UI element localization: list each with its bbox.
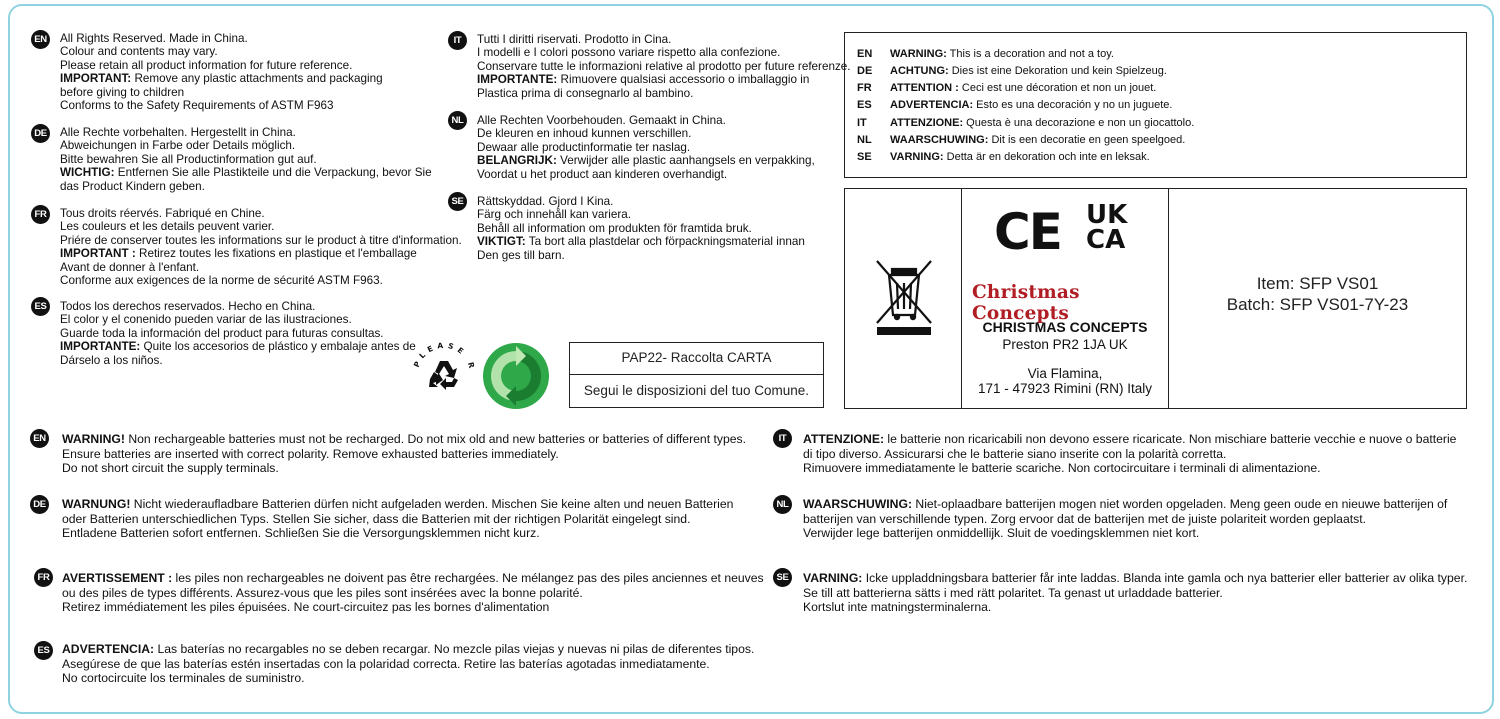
item-number: Item: SFP VS01 [1256,274,1379,293]
language-badge-es: ES [34,641,53,660]
paper-box-line-2: Segui le disposizioni del tuo Comune. [583,383,810,398]
batch-number: Batch: SFP VS01-7Y-23 [1226,295,1409,314]
item-cell [1169,189,1466,408]
certification-box [844,188,1467,409]
language-badge-se: SE [448,192,467,211]
language-badge-fr: FR [31,205,50,224]
product-info-text-it: Tutti I diritti riservati. Prodotto in Cina. I modelli e I colori possono variare rispetto alla confezione. Conservare tutte le informazioni relative al prodotto per future referenze. IMPORTANTE: Rimuovere qualsiasi accessorio o imballaggio in Plastica prima di consegnarlo al bambino. [477,33,851,100]
decoration-warning-de: DE ACHTUNG: Dies ist eine Dekoration und kein Spielzeug. [857,65,1167,77]
decoration-warning-fr: FR ATTENTION : Ceci est une décoration et non un jouet. [857,82,1157,94]
decoration-warning-box [844,32,1467,178]
company-name: CHRISTMAS CONCEPTS [982,319,1148,335]
decoration-warning-se: SE VARNING: Detta är en dekoration och inte en leksak. [857,151,1150,163]
battery-warning-text-nl: WAARSCHUWING: Niet-oplaadbare batterijen mogen niet worden opgeladen. Meng geen oude en nieuwe batterijen of batterijen van verschillende typen. Zorg ervoor dat de batterijen met de juiste polariteit worden geplaatst. Verwijder lege batterijen onmiddellijk. Sluit de voedingsklemmen niet kort. [803,497,1448,541]
green-dot-icon [482,342,550,410]
language-badge-it: IT [773,429,792,448]
ce-mark: CE [994,203,1061,261]
paper-box-divider [570,374,823,375]
company-cell [962,189,1169,408]
battery-warning-text-en: WARNING! Non rechargeable batteries must not be recharged. Do not mix old and new batteries or batteries of different types. Ensure batteries are inserted with correct polarity. Remove exhausted batteries immediately. Do not short circuit the supply terminals. [62,432,746,476]
battery-warning-text-it: ATTENZIONE: le batterie non ricaricabili non devono essere ricaricate. Non mischiare batterie vecchie e nuove o batterie di tipo diverso. Assicurarsi che le batterie siano inserite con la polarità corretta. Rimuovere immediatamente le batterie scariche. Non cortocircuitare i terminali di alimentazione. [803,432,1457,476]
language-badge-en: EN [31,30,50,49]
product-info-text-fr: Tous droits réervés. Fabriqué en Chine. Les couleurs et les details peuvent varier. Priére de conserver toutes les informations sur le product à titre d'information. IMPORTANT : Retirez toutes les fixations en plastique et l'emballage Avant de donner à l'enfant. Conforme aux exigences de la norme de sécurité ASTM F963. [60,207,462,288]
decoration-warning-nl: NL WAARSCHUWING: Dit is een decoratie en geen speelgoed. [857,134,1186,146]
weee-bin-icon [873,259,935,337]
svg-text:PLEASE RECYCLE: PLEASE R [411,340,478,374]
battery-warning-text-es: ADVERTENCIA: Las baterías no recargables no se deben recargar. No mezcle pilas viejas y nuevas ni pilas de diferentes tipos. Asegúrese de que las baterías estén insertadas con la polaridad correcta. Retire las baterías agotadas inmediatamente. No cortocircuite los terminales de suministro. [62,642,755,686]
christmas-concepts-logo: Christmas Concepts [972,282,1080,324]
product-info-text-se: Rättskyddad. Gjord I Kina. Färg och innehåll kan variera. Behåll all information om produkten för framtida bruk. VIKTIGT: Ta bort alla plastdelar och förpackningsmaterial innan Den ges till barn. [477,195,805,262]
battery-warning-text-se: VARNING: Icke uppladdningsbara batterier får inte laddas. Blanda inte gamla och nya batterier eller batterier av olika typer. Se till att batterierna sätts i med rätt polaritet. Ta genast ut urladdade batterier. Kortslut inte matningsterminalerna. [803,571,1468,615]
decoration-warning-en: EN WARNING: This is a decoration and not a toy. [857,48,1114,60]
language-badge-es: ES [31,297,50,316]
decoration-warning-it: IT ATTENZIONE: Questa è una decorazione e non un giocattolo. [857,117,1195,129]
paper-recycling-box [569,342,824,408]
company-it-city: 171 - 47923 Rimini (RN) Italy [977,381,1153,396]
product-info-text-en: All Rights Reserved. Made in China. Colour and contents may vary. Please retain all product information for future reference. IMPORTANT: Remove any plastic attachments and packaging before giving to children Conforms to the Safety Requirements of ASTM F963 [60,32,383,113]
decoration-warning-es: ES ADVERTENCIA: Esto es una decoración y no un juguete. [857,99,1173,111]
battery-warning-text-de: WARNUNG! Nicht wiederaufladbare Batterien dürfen nicht aufgeladen werden. Mischen Sie keine alten und neuen Batterien oder Batterien unterschiedlichen Typs. Stellen Sie sicher, dass die Batterien mit der richtigen Polarität eingelegt sind. Entladene Batterien sofort entfernen. Schließen Sie die Versorgungsklemmen nicht kurz. [62,497,734,541]
language-badge-en: EN [30,429,49,448]
language-badge-fr: FR [34,568,53,587]
language-badge-it: IT [448,31,467,50]
language-badge-de: DE [31,124,50,143]
battery-warning-text-fr: AVERTISSEMENT : les piles non rechargeables ne doivent pas être rechargées. Ne mélangez pas des piles anciennes et neuves ou des piles de types différents. Assurez-vous que les piles sont insérées avec la bonne polarité. Retirez immédiatement les piles épuisées. Ne court-circuitez pas les bornes d'alimentation [62,571,764,615]
weee-cell [845,189,962,408]
ukca-mark: UK CA [1086,200,1128,255]
language-badge-nl: NL [773,495,792,514]
language-badge-se: SE [773,568,792,587]
product-info-text-es: Todos los derechos reservados. Hecho en China. El color y el conenido pueden variar de las ilustraciones. Guarde toda la información del product para futuras consultas. IMPORTANTE: Quite los accesorios de plástico y embalaje antes de Dárselo a los niños. [60,300,416,367]
product-info-text-nl: Alle Rechten Voorbehouden. Gemaakt in China. De kleuren en inhoud kunnen verschillen. Dewaar alle productinformatie ter naslag. BELANGRIJK: Verwijder alle plastic aanhangsels en verpakking, Voordat u het product aan kinderen overhandigt. [477,114,815,181]
product-info-text-de: Alle Rechte vorbehalten. Hergestellt in China. Abweichungen in Farbe oder Details möglich. Bitte bewahren Sie all Productinformation gut auf. WICHTIG: Entfernen Sie alle Plastikteile und die Verpackung, bevor Sie das Product Kindern geben. [60,126,432,193]
company-city: Preston PR2 1JA UK [1002,337,1128,352]
language-badge-nl: NL [448,111,467,130]
language-badge-de: DE [30,495,49,514]
paper-box-line-1: PAP22- Raccolta CARTA [621,350,772,365]
company-it-street: Via Flamina, [1027,366,1103,381]
please-recycle-icon [408,338,480,410]
